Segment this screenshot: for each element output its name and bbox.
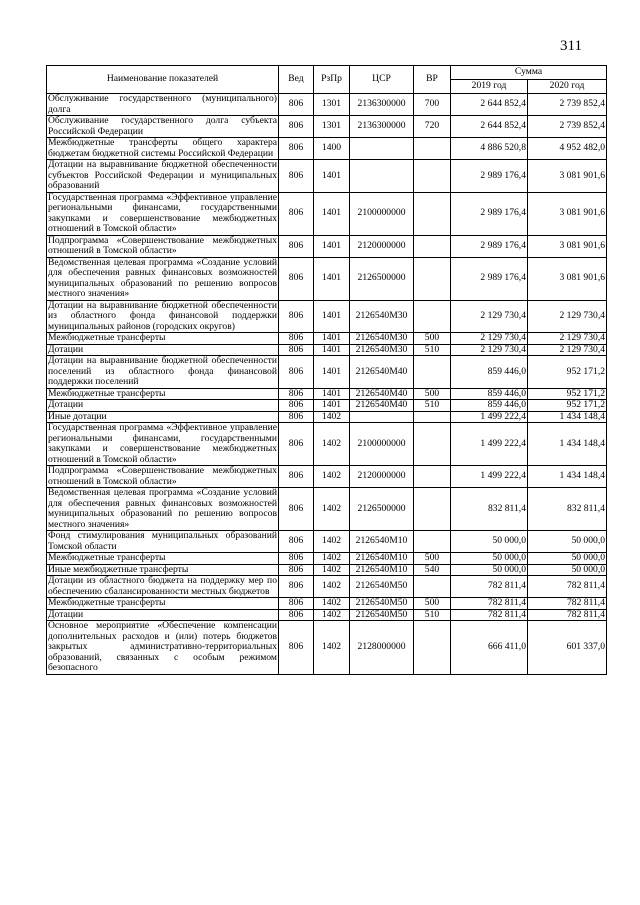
cell-vr <box>414 356 451 389</box>
cell-ved: 806 <box>279 333 314 345</box>
cell-vr <box>414 235 451 257</box>
header-year-2019: 2019 год <box>451 80 528 94</box>
table-row <box>47 621 607 675</box>
table-row <box>47 423 607 466</box>
cell-ved: 806 <box>279 235 314 257</box>
cell-amount-2020: 2 129 730,4 <box>528 300 607 333</box>
cell-name: Иные межбюджетные трансферты <box>47 564 279 576</box>
table-row <box>47 388 607 400</box>
cell-rzpr: 1400 <box>314 138 350 160</box>
cell-ved: 806 <box>279 576 314 598</box>
cell-vr <box>414 531 451 553</box>
cell-name: Основное мероприятие «Обеспечение компенсации дополнительных расходов и (или) потерь бюджетов закрытых административно-территориальных образований, связанных с особым режимом безопасного <box>48 620 277 673</box>
cell-name: Дотации <box>47 400 279 412</box>
cell-name: Межбюджетные трансферты <box>47 598 279 610</box>
cell-rzpr: 1402 <box>314 564 350 576</box>
cell-amount-2020: 3 081 901,6 <box>528 235 607 257</box>
cell-rzpr: 1402 <box>314 598 350 610</box>
cell-name: Дотации на выравнивание бюджетной обеспеченности субъектов Российской Федерации и муниципальных образований <box>48 159 277 191</box>
table-row <box>47 138 607 160</box>
cell-vr: 500 <box>414 333 451 345</box>
cell-amount-2020: 3 081 901,6 <box>528 257 607 300</box>
cell-vr <box>414 160 451 193</box>
table-row <box>47 192 607 235</box>
table-row <box>47 553 607 565</box>
cell-amount-2020: 952 171,2 <box>528 356 607 389</box>
cell-ved: 806 <box>279 609 314 621</box>
cell-vr <box>414 621 451 675</box>
cell-vr: 720 <box>414 116 451 138</box>
cell-ved: 806 <box>279 531 314 553</box>
cell-ved: 806 <box>279 423 314 466</box>
cell-amount-2020: 1 434 148,4 <box>528 423 607 466</box>
cell-ved: 806 <box>279 192 314 235</box>
cell-name: Фонд стимулирования муниципальных образований Томской области <box>48 530 277 552</box>
cell-amount-2019: 1 499 222,4 <box>451 466 528 488</box>
cell-vr <box>414 257 451 300</box>
cell-csr: 2126540М10 <box>350 564 414 576</box>
cell-amount-2020: 782 811,4 <box>528 598 607 610</box>
cell-vr: 510 <box>414 609 451 621</box>
cell-ved: 806 <box>279 116 314 138</box>
cell-amount-2020: 782 811,4 <box>528 609 607 621</box>
cell-name: Дотации <box>47 344 279 356</box>
cell-vr: 700 <box>414 94 451 116</box>
cell-amount-2020: 2 129 730,4 <box>528 333 607 345</box>
cell-csr: 2126540М50 <box>350 598 414 610</box>
cell-amount-2020: 50 000,0 <box>528 564 607 576</box>
cell-vr: 540 <box>414 564 451 576</box>
cell-name: Дотации <box>47 609 279 621</box>
cell-amount-2019: 2 129 730,4 <box>451 333 528 345</box>
cell-rzpr: 1402 <box>314 411 350 423</box>
cell-amount-2019: 2 129 730,4 <box>451 300 528 333</box>
cell-amount-2020: 2 739 852,4 <box>528 94 607 116</box>
cell-rzpr: 1301 <box>314 94 350 116</box>
table-row <box>47 411 607 423</box>
cell-vr: 500 <box>414 388 451 400</box>
table-row <box>47 116 607 138</box>
cell-ved: 806 <box>279 564 314 576</box>
cell-vr: 500 <box>414 598 451 610</box>
cell-ved: 806 <box>279 388 314 400</box>
cell-amount-2019: 782 811,4 <box>451 598 528 610</box>
table-row <box>47 300 607 333</box>
cell-csr: 2126540М30 <box>350 300 414 333</box>
cell-csr: 2136300000 <box>350 116 414 138</box>
cell-ved: 806 <box>279 94 314 116</box>
table-row <box>47 235 607 257</box>
cell-vr <box>414 466 451 488</box>
cell-amount-2019: 2 989 176,4 <box>451 235 528 257</box>
cell-ved: 806 <box>279 344 314 356</box>
table-row <box>47 257 607 300</box>
cell-csr: 2126540М50 <box>350 576 414 598</box>
cell-name: Межбюджетные трансферты <box>47 388 279 400</box>
header-amount: Сумма <box>451 66 607 80</box>
table-row <box>47 466 607 488</box>
cell-ved: 806 <box>279 598 314 610</box>
cell-ved: 806 <box>279 488 314 531</box>
cell-rzpr: 1401 <box>314 400 350 412</box>
cell-vr: 500 <box>414 553 451 565</box>
cell-rzpr: 1401 <box>314 344 350 356</box>
cell-amount-2019: 2 989 176,4 <box>451 160 528 193</box>
cell-amount-2020: 952 171,2 <box>528 400 607 412</box>
cell-ved: 806 <box>279 356 314 389</box>
cell-name: Подпрограмма «Совершенствование межбюджетных отношений в Томской области» <box>48 234 277 256</box>
cell-amount-2019: 782 811,4 <box>451 609 528 621</box>
cell-ved: 806 <box>279 411 314 423</box>
cell-ved: 806 <box>279 553 314 565</box>
cell-amount-2020: 4 952 482,0 <box>528 138 607 160</box>
cell-csr: 2126540М30 <box>350 333 414 345</box>
cell-name: Ведомственная целевая программа «Создание условий для обеспечения равных финансовых возможностей муниципальных образований по решению вопросов местного значения» <box>48 256 277 299</box>
cell-name: Дотации из областного бюджета на поддержку мер по обеспечению сбалансированности местных бюджетов <box>48 575 277 597</box>
cell-name: Ведомственная целевая программа «Создание условий для обеспечения равных финансовых возможностей муниципальных образований по решению вопросов местного значения» <box>48 487 277 530</box>
cell-amount-2020: 2 739 852,4 <box>528 116 607 138</box>
cell-name: Дотации на выравнивание бюджетной обеспеченности поселений из областного фонда финансовой поддержки поселений <box>48 355 277 387</box>
cell-amount-2019: 2 129 730,4 <box>451 344 528 356</box>
cell-csr: 2100000000 <box>350 423 414 466</box>
cell-amount-2019: 2 644 852,4 <box>451 94 528 116</box>
cell-name: Государственная программа «Эффективное управление региональными финансами, государственными закупками и совершенствование межбюджетных отношений в Томской области» <box>48 191 277 234</box>
cell-rzpr: 1401 <box>314 356 350 389</box>
cell-vr <box>414 300 451 333</box>
cell-vr <box>414 423 451 466</box>
cell-rzpr: 1402 <box>314 609 350 621</box>
header-rzpr: РзПр <box>314 66 350 94</box>
cell-ved: 806 <box>279 257 314 300</box>
budget-table <box>46 65 607 675</box>
page-number: 311 <box>560 38 582 54</box>
cell-vr <box>414 488 451 531</box>
table-row <box>47 576 607 598</box>
cell-csr: 2100000000 <box>350 192 414 235</box>
cell-csr: 2126540М10 <box>350 531 414 553</box>
cell-name: Иные дотации <box>47 411 279 423</box>
cell-csr <box>350 138 414 160</box>
cell-ved: 806 <box>279 300 314 333</box>
cell-ved: 806 <box>279 138 314 160</box>
cell-rzpr: 1401 <box>314 257 350 300</box>
header-vr: ВР <box>414 66 451 94</box>
cell-ved: 806 <box>279 466 314 488</box>
cell-csr: 2126500000 <box>350 257 414 300</box>
cell-amount-2019: 859 446,0 <box>451 356 528 389</box>
cell-amount-2020: 952 171,2 <box>528 388 607 400</box>
cell-ved: 806 <box>279 160 314 193</box>
cell-amount-2019: 4 886 520,8 <box>451 138 528 160</box>
cell-rzpr: 1402 <box>314 488 350 531</box>
cell-name: Дотации на выравнивание бюджетной обеспеченности из областного фонда финансовой поддержки муниципальных районов (городских округов) <box>48 299 277 332</box>
cell-ved: 806 <box>279 400 314 412</box>
table-row <box>47 333 607 345</box>
cell-amount-2020: 3 081 901,6 <box>528 160 607 193</box>
table-row <box>47 488 607 531</box>
cell-vr <box>414 192 451 235</box>
cell-amount-2019: 782 811,4 <box>451 576 528 598</box>
cell-amount-2019: 1 499 222,4 <box>451 423 528 466</box>
cell-csr: 2126540М40 <box>350 400 414 412</box>
cell-csr: 2128000000 <box>350 621 414 675</box>
table-row <box>47 344 607 356</box>
cell-amount-2020: 601 337,0 <box>528 621 607 675</box>
cell-csr: 2120000000 <box>350 466 414 488</box>
cell-csr: 2126540М50 <box>350 609 414 621</box>
table-row <box>47 531 607 553</box>
cell-amount-2019: 50 000,0 <box>451 564 528 576</box>
table-row <box>47 400 607 412</box>
cell-name: Обслуживание государственного (муниципального) долга <box>48 93 277 115</box>
header-csr: ЦСР <box>350 66 414 94</box>
cell-rzpr: 1401 <box>314 160 350 193</box>
cell-amount-2019: 859 446,0 <box>451 400 528 412</box>
cell-rzpr: 1401 <box>314 333 350 345</box>
cell-amount-2020: 3 081 901,6 <box>528 192 607 235</box>
cell-amount-2020: 1 434 148,4 <box>528 411 607 423</box>
cell-amount-2019: 2 989 176,4 <box>451 257 528 300</box>
table-row <box>47 598 607 610</box>
cell-rzpr: 1402 <box>314 553 350 565</box>
cell-csr: 2126500000 <box>350 488 414 531</box>
table-row <box>47 356 607 389</box>
header-ved: Вед <box>279 66 314 94</box>
cell-name: Межбюджетные трансферты общего характера бюджетам бюджетной системы Российской Федерации <box>48 137 277 159</box>
cell-amount-2019: 859 446,0 <box>451 388 528 400</box>
cell-amount-2019: 50 000,0 <box>451 531 528 553</box>
cell-rzpr: 1402 <box>314 576 350 598</box>
cell-csr: 2126540М10 <box>350 553 414 565</box>
cell-rzpr: 1401 <box>314 235 350 257</box>
cell-rzpr: 1402 <box>314 531 350 553</box>
cell-vr <box>414 576 451 598</box>
table-row <box>47 564 607 576</box>
cell-vr: 510 <box>414 344 451 356</box>
cell-csr <box>350 411 414 423</box>
cell-csr: 2126540М30 <box>350 344 414 356</box>
cell-csr: 2120000000 <box>350 235 414 257</box>
cell-rzpr: 1401 <box>314 192 350 235</box>
cell-rzpr: 1402 <box>314 423 350 466</box>
table-row <box>47 160 607 193</box>
cell-rzpr: 1401 <box>314 388 350 400</box>
cell-vr <box>414 411 451 423</box>
cell-name: Подпрограмма «Совершенствование межбюджетных отношений в Томской области» <box>48 465 277 487</box>
cell-amount-2019: 2 644 852,4 <box>451 116 528 138</box>
cell-amount-2019: 666 411,0 <box>451 621 528 675</box>
table-row <box>47 609 607 621</box>
cell-amount-2019: 50 000,0 <box>451 553 528 565</box>
cell-amount-2020: 832 811,4 <box>528 488 607 531</box>
cell-rzpr: 1301 <box>314 116 350 138</box>
cell-rzpr: 1401 <box>314 300 350 333</box>
cell-vr <box>414 138 451 160</box>
cell-name: Межбюджетные трансферты <box>47 553 279 565</box>
header-name: Наименование показателей <box>47 66 279 94</box>
cell-rzpr: 1402 <box>314 466 350 488</box>
cell-vr: 510 <box>414 400 451 412</box>
cell-name: Обслуживание государственного долга субъекта Российской Федерации <box>48 115 277 137</box>
cell-amount-2020: 2 129 730,4 <box>528 344 607 356</box>
cell-rzpr: 1402 <box>314 621 350 675</box>
cell-amount-2020: 782 811,4 <box>528 576 607 598</box>
cell-amount-2019: 2 989 176,4 <box>451 192 528 235</box>
cell-amount-2020: 1 434 148,4 <box>528 466 607 488</box>
cell-amount-2019: 832 811,4 <box>451 488 528 531</box>
header-year-2020: 2020 год <box>528 80 607 94</box>
cell-amount-2020: 50 000,0 <box>528 531 607 553</box>
cell-csr: 2126540М40 <box>350 356 414 389</box>
cell-ved: 806 <box>279 621 314 675</box>
cell-name: Государственная программа «Эффективное управление региональными финансами, государственными закупками и совершенствование межбюджетных отношений в Томской области» <box>48 422 277 465</box>
table-row <box>47 94 607 116</box>
cell-csr: 2136300000 <box>350 94 414 116</box>
cell-amount-2019: 1 499 222,4 <box>451 411 528 423</box>
cell-csr <box>350 160 414 193</box>
cell-amount-2020: 50 000,0 <box>528 553 607 565</box>
cell-name: Межбюджетные трансферты <box>47 333 279 345</box>
cell-csr: 2126540М40 <box>350 388 414 400</box>
